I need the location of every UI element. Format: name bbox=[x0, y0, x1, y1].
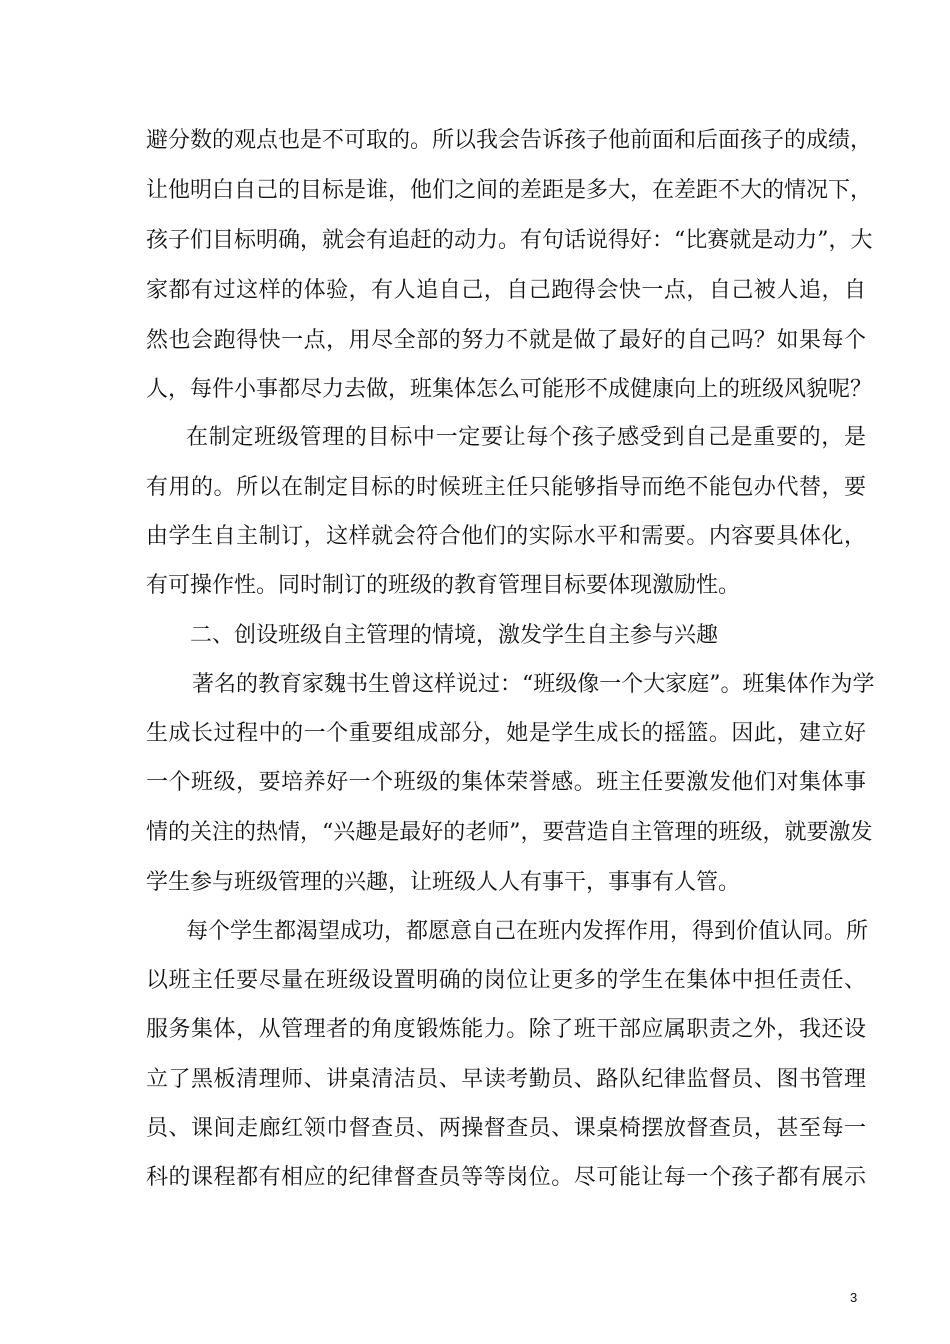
text-line: 家都有过这样的体验，有人追自己，自己跑得会快一点，自己被人追，自 bbox=[146, 278, 866, 303]
text-line: 情的关注的热情，“兴趣是最好的老师”，要营造自主管理的班级，就要激发 bbox=[146, 820, 873, 845]
text-line: 有可操作性。同时制订的班级的教育管理目标要体现激励性。 bbox=[146, 573, 741, 598]
section-heading: 二、创设班级自主管理的情境，激发学生自主参与兴趣 bbox=[190, 623, 719, 648]
text-line: 然也会跑得快一点，用尽全部的努力不就是做了最好的自己吗？如果每个 bbox=[146, 328, 866, 353]
text-line: 一个班级，要培养好一个班级的集体荣誉感。班主任要激发他们对集体事 bbox=[146, 770, 866, 795]
text-line: 立了黑板清理师、讲桌清洁员、早读考勤员、路队纪律监督员、图书管理 bbox=[146, 1067, 866, 1092]
paragraph-first-line: 每个学生都渴望成功，都愿意自己在班内发挥作用，得到价值认同。所 bbox=[186, 919, 869, 944]
paragraph-first-line: 在制定班级管理的目标中一定要让每个孩子感受到自己是重要的，是 bbox=[186, 425, 866, 450]
text-line: 孩子们目标明确，就会有追赶的动力。有句话说得好：“比赛就是动力”，大 bbox=[146, 228, 873, 253]
text-line: 由学生自主制订，这样就会符合他们的实际水平和需要。内容要具体化， bbox=[146, 524, 866, 549]
text-line: 有用的。所以在制定目标的时候班主任只能够指导而绝不能包办代替，要 bbox=[146, 475, 866, 500]
page-number: 3 bbox=[850, 1290, 858, 1305]
text-line: 科的课程都有相应的纪律督查员等等岗位。尽可能让每一个孩子都有展示 bbox=[146, 1165, 866, 1190]
text-line: 避分数的观点也是不可取的。所以我会告诉孩子他前面和后面孩子的成绩， bbox=[146, 128, 873, 153]
text-line: 让他明白自己的目标是谁，他们之间的差距是多大，在差距不大的情况下， bbox=[146, 178, 873, 203]
text-line: 学生参与班级管理的兴趣，让班级人人有事干，事事有人管。 bbox=[146, 870, 741, 895]
text-line: 员、课间走廊红领巾督查员、两操督查员、课桌椅摆放督查员，甚至每一 bbox=[146, 1116, 866, 1141]
text-line: 服务集体，从管理者的角度锻炼能力。除了班干部应属职责之外，我还设 bbox=[146, 1017, 866, 1042]
text-line: 人，每件小事都尽力去做，班集体怎么可能形不成健康向上的班级风貌呢？ bbox=[146, 377, 873, 402]
paragraph-first-line: 著名的教育家魏书生曾这样说过：“班级像一个大家庭”。班集体作为学 bbox=[192, 672, 875, 697]
text-line: 以班主任要尽量在班级设置明确的岗位让更多的学生在集体中担任责任、 bbox=[146, 968, 866, 993]
text-line: 生成长过程中的一个重要组成部分，她是学生成长的摇篮。因此，建立好 bbox=[146, 721, 866, 746]
